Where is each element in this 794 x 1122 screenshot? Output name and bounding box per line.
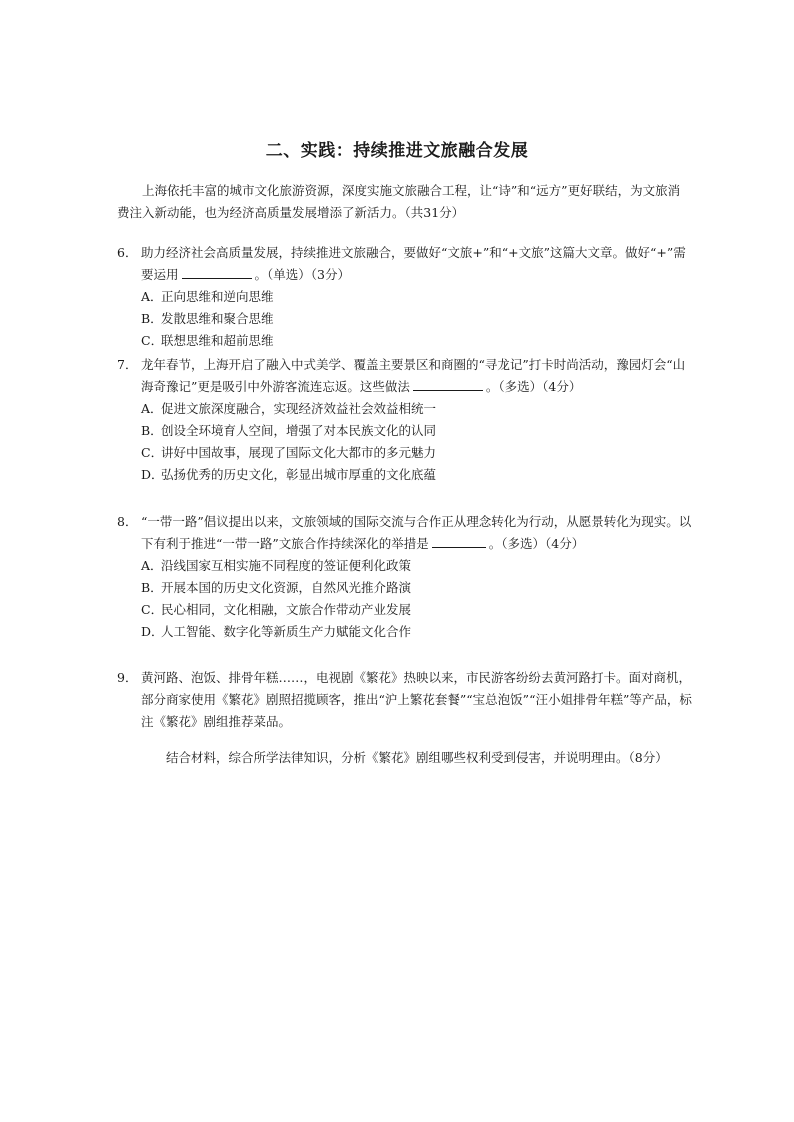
question-prompt: 结合材料，综合所学法律知识，分析《繁花》剧组哪些权利受到侵害，并说明理由。（8分）	[166, 750, 668, 765]
option-d[interactable]: D．人工智能、数字化等新质生产力赋能文化合作	[141, 624, 412, 639]
section-intro	[117, 180, 687, 224]
option-d[interactable]: D．弘扬优秀的历史文化，彰显出城市厚重的文化底蕴	[141, 467, 437, 482]
option-b[interactable]: B．发散思维和聚合思维	[141, 311, 274, 326]
question-9	[117, 667, 693, 769]
question-stem: “一带一路”倡议提出以来，文旅领域的国际交流与合作正从理念转化为行动，从愿景转化为现实。以下有利于推进“一带一路”文旅合作持续深化的举措是 。（多选）（4分）	[141, 514, 692, 551]
question-8	[117, 511, 693, 643]
question-stem: 龙年春节，上海开启了融入中式美学、覆盖主要景区和商圈的“寻龙记”打卡时尚活动，豫园灯会“山海奇豫记”更是吸引中外游客流连忘返。这些做法 。（多选）（4分）	[141, 357, 686, 394]
option-a[interactable]: A．促进文旅深度融合，实现经济效益社会效益相统一	[141, 401, 437, 416]
option-b[interactable]: B．创设全环境育人空间，增强了对本民族文化的认同	[141, 423, 437, 438]
question-6	[117, 242, 693, 352]
answer-blank[interactable]	[413, 376, 483, 391]
option-b[interactable]: B．开展本国的历史文化资源，自然风光推介路演	[141, 580, 412, 595]
section-intro-text: 上海依托丰富的城市文化旅游资源，深度实施文旅融合工程，让“诗”和“远方”更好联结，为文旅消费注入新动能，也为经济高质量发展增添了新活力。（共31分）	[117, 183, 681, 220]
option-c[interactable]: C．联想思维和超前思维	[141, 333, 274, 348]
question-number: 7．	[117, 357, 138, 372]
answer-blank[interactable]	[182, 264, 252, 279]
answer-blank[interactable]	[432, 533, 486, 548]
question-number: 8．	[117, 514, 138, 529]
question-7	[117, 354, 693, 486]
question-stem: 助力经济社会高质量发展，持续推进文旅融合，要做好“文旅+”和“+文旅”这篇大文章。做好“+”需要运用 。（单选）（3分）	[141, 245, 686, 282]
option-a[interactable]: A．沿线国家互相实施不同程度的签证便利化政策	[141, 558, 412, 573]
section-title: 二、实践：持续推进文旅融合发展	[265, 141, 529, 161]
option-a[interactable]: A．正向思维和逆向思维	[141, 289, 274, 304]
question-material: 黄河路、泡饭、排骨年糕……，电视剧《繁花》热映以来，市民游客纷纷去黄河路打卡。面对商机，部分商家使用《繁花》剧照招揽顾客，推出“沪上繁花套餐”“宝总泡饭”“汪小姐排骨年糕”等产品，标注《繁花》剧组推荐菜品。	[141, 670, 692, 729]
question-number: 9．	[117, 670, 138, 685]
option-c[interactable]: C．讲好中国故事，展现了国际文化大都市的多元魅力	[141, 445, 437, 460]
option-c[interactable]: C．民心相同，文化相融，文旅合作带动产业发展	[141, 602, 412, 617]
question-number: 6．	[117, 245, 138, 260]
